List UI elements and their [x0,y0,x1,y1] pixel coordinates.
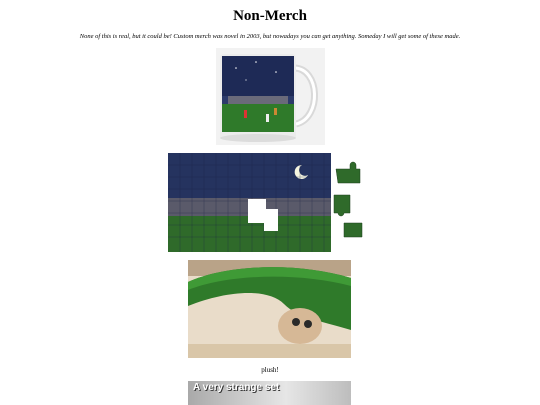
page-subtitle: None of this is real, but it could be! Custom merch was novel in 2003, but nowadays you can get anything. Someday I will get some of these made. [79,33,461,40]
plush-image [188,260,351,358]
banner-title: A very strange set [193,382,280,393]
banner-image [188,381,351,405]
page-title: Non-Merch [233,8,307,24]
mug-image [216,48,325,145]
puzzle-image [168,153,373,252]
plush-caption: plush! [261,366,279,374]
